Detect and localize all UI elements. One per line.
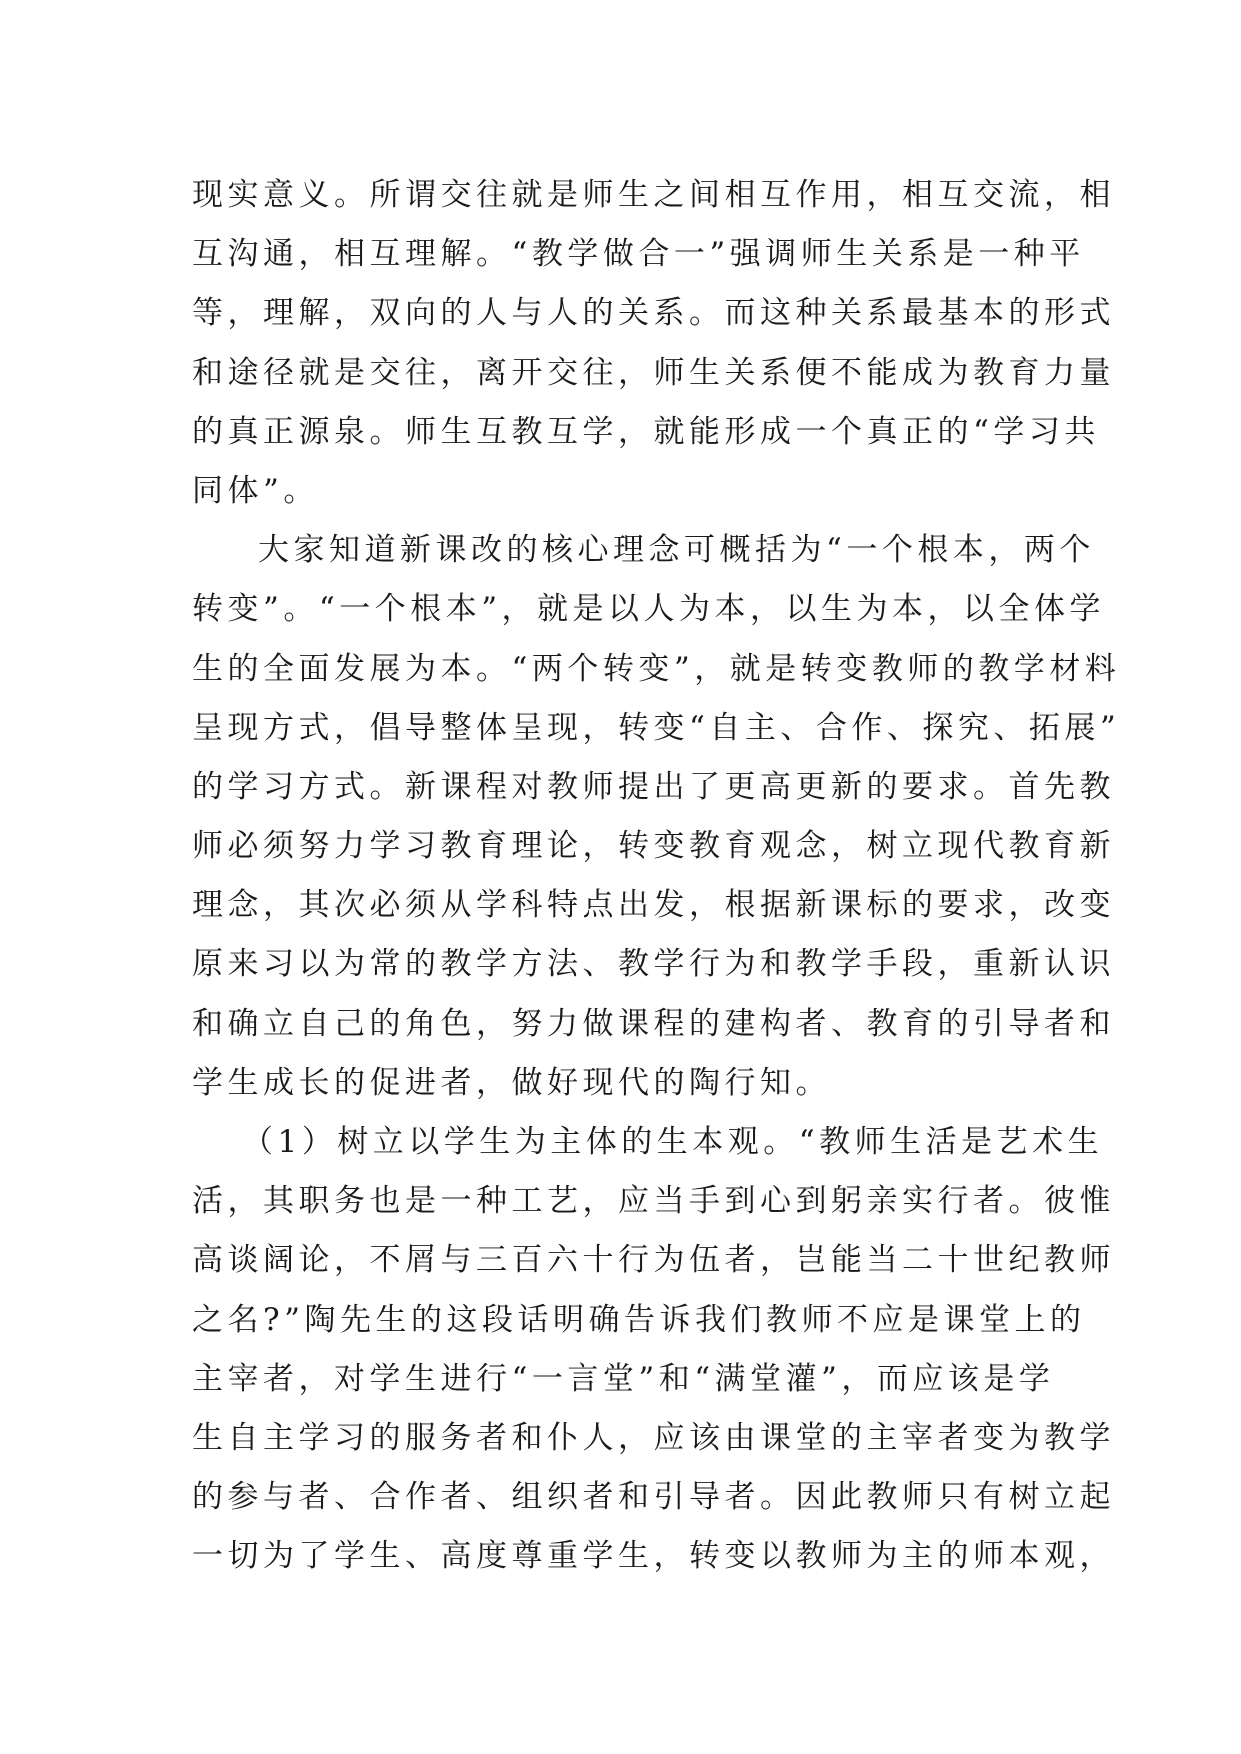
text-line: 师必须努力学习教育理论，转变教育观念，树立现代教育新 (192, 828, 1115, 865)
text-line: 一切为了学生、高度尊重学生，转变以教师为主的师本观， (192, 1538, 1115, 1575)
text-line: 现实意义。所谓交往就是师生之间相互作用，相互交流，相 (192, 177, 1115, 213)
text-line: 的学习方式。新课程对教师提出了更高更新的要求。首先教 (192, 768, 1115, 805)
text-line: 的参与者、合作者、组织者和引导者。因此教师只有树立起 (192, 1479, 1115, 1516)
text-line: 等，理解，双向的人与人的关系。而这种关系最基本的形式 (192, 295, 1115, 332)
text-line: 生自主学习的服务者和仆人，应该由课堂的主宰者变为教学 (192, 1419, 1115, 1456)
text-line: 理念，其次必须从学科特点出发，根据新课标的要求，改变 (192, 887, 1115, 924)
text-line: 转变”。“一个根本”，就是以人为本，以生为本，以全体学 (192, 591, 1106, 628)
body-text (192, 166, 1121, 1587)
text-line: 的真正源泉。师生互教互学，就能形成一个真正的“学习共 (192, 413, 1100, 450)
text-line: 活，其职务也是一种工艺，应当手到心到躬亲实行者。彼惟 (192, 1183, 1115, 1220)
text-line: 互沟通，相互理解。“教学做合一”强调师生关系是一种平 (192, 236, 1085, 273)
paragraph-start-line: 大家知道新课改的核心理念可概括为“一个根本，两个 (258, 532, 1095, 569)
text-line: 之名?”陶先生的这段话明确告诉我们教师不应是课堂上的 (192, 1301, 1086, 1338)
text-line: 同体”。 (192, 472, 319, 509)
text-line: 学生成长的促进者，做好现代的陶行知。 (192, 1064, 831, 1101)
text-line: 呈现方式，倡导整体呈现，转变“自主、合作、探究、拓展” (192, 709, 1121, 746)
text-line: 高谈阔论，不屑与三百六十行为伍者，岂能当二十世纪教师 (192, 1242, 1115, 1279)
text-line: 原来习以为常的教学方法、教学行为和教学手段，重新认识 (192, 946, 1115, 983)
text-line: 生的全面发展为本。“两个转变”，就是转变教师的教学材料 (192, 650, 1121, 687)
text-line: 和途径就是交往，离开交往，师生关系便不能成为教育力量 (192, 354, 1115, 391)
paragraph-start-line: （1）树立以学生为主体的生本观。“教师生活是艺术生 (242, 1124, 1104, 1160)
text-line: 主宰者，对学生进行“一言堂”和“满堂灌”，而应该是学 (192, 1360, 1055, 1397)
text-line: 和确立自己的角色，努力做课程的建构者、教育的引导者和 (192, 1005, 1115, 1042)
